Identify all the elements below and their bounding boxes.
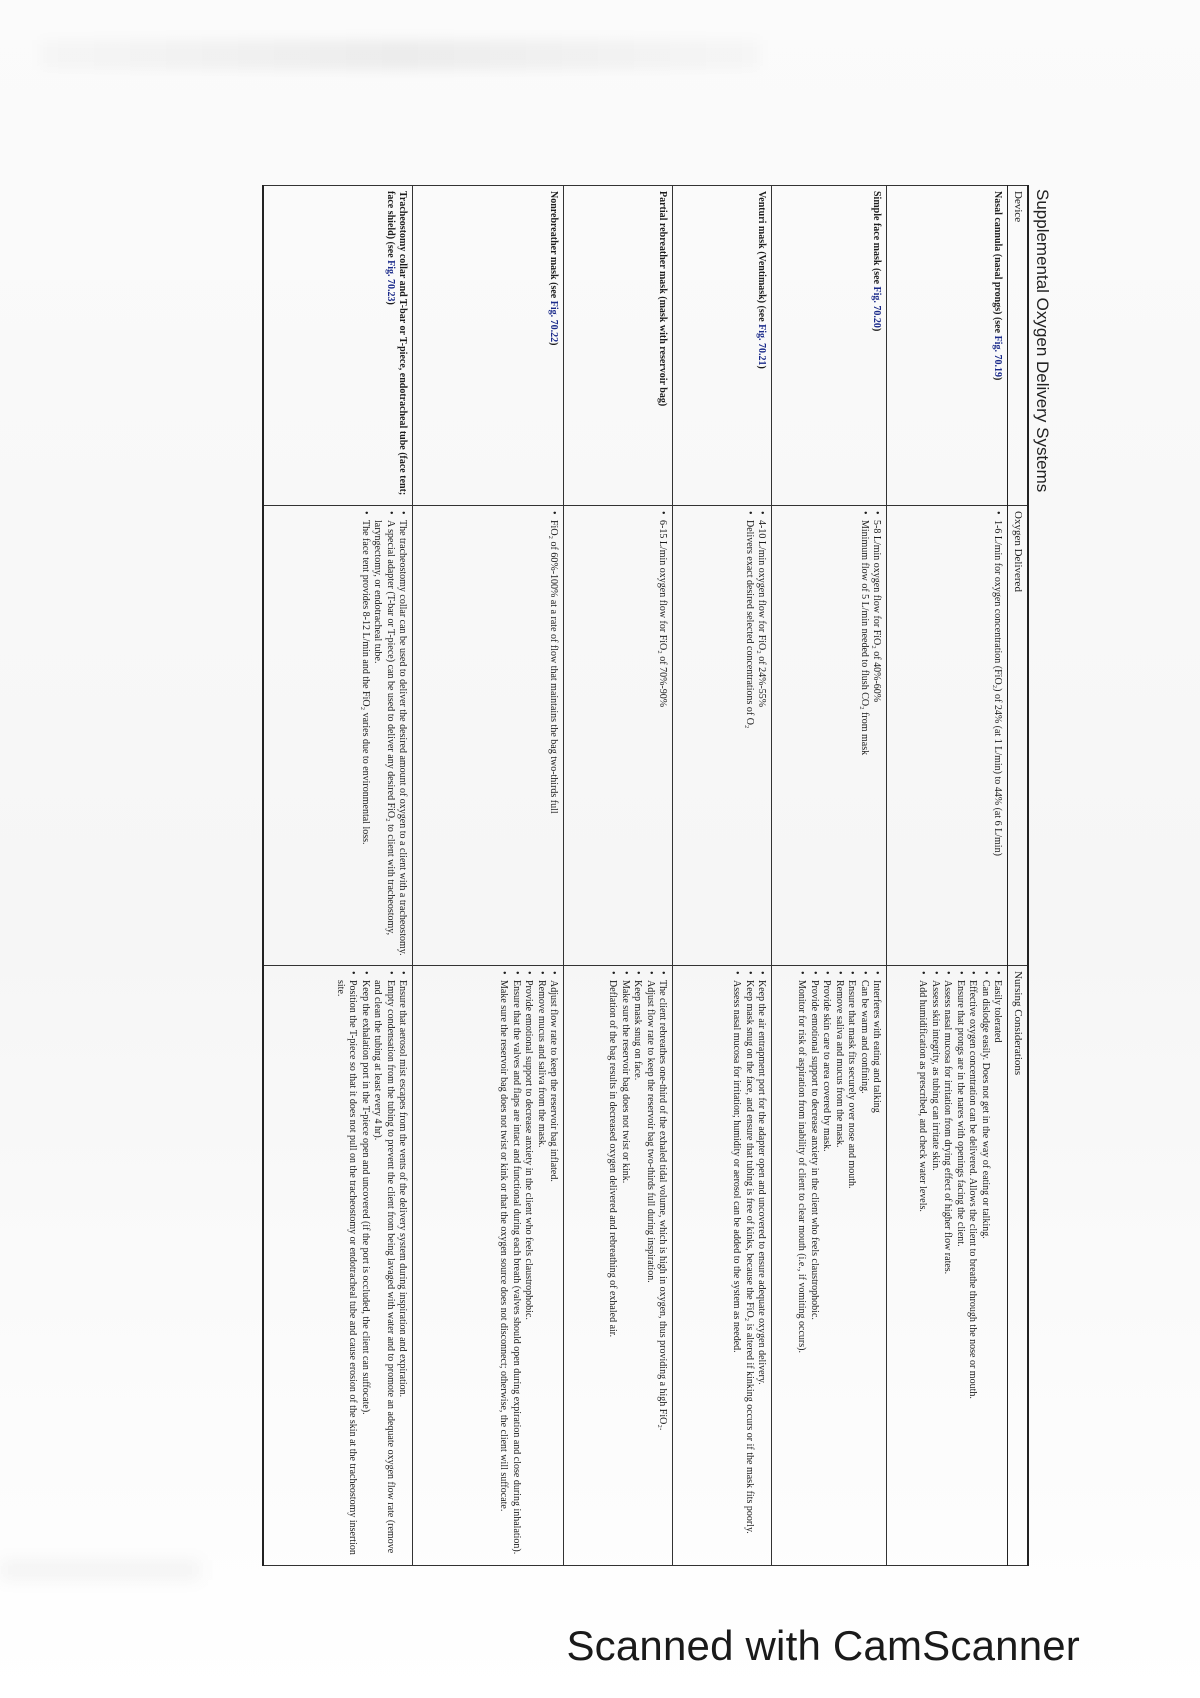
oxygen-delivered-list (858, 511, 883, 960)
list-item: • Keep the air entrapment port for the adapter open and uncovered to ensure adequate oxygen delivery. (755, 971, 768, 1560)
list-item: • Easily tolerated (991, 971, 1004, 1560)
table-row (772, 186, 887, 1566)
list-item: • Can be warm and confining. (858, 971, 871, 1560)
list-item: • The tracheostomy collar can be used to deliver the desired amount of oxygen to a client with a tracheostomy. (396, 511, 409, 960)
list-item: • Make sure the reservoir bag does not twist or kink. (619, 971, 632, 1560)
header-device: Device (1008, 186, 1028, 506)
nursing-considerations-list (606, 971, 669, 1560)
list-item: • Keep mask snug on the face, and ensure that tubing is free of kinks, because the FiO₂ is altered if kinking occurs or if the mask fits poorly. (743, 971, 756, 1560)
list-item: • Interferes with eating and talking (870, 971, 883, 1560)
list-item: • 6-15 L/min oxygen flow for FiO₂ of 70%-90% (656, 511, 669, 960)
table-row (413, 186, 564, 1566)
device-name: Venturi mask (Ventimask) (see (756, 191, 768, 325)
nursing-considerations-cell (772, 966, 887, 1566)
list-item: • Monitor for risk of aspiration from inability of client to clear mouth (i.e., if vomiting occurs). (795, 971, 808, 1560)
oxygen-delivered-list (359, 511, 409, 960)
list-item: • 4-10 L/min oxygen flow for FiO₂ of 24%-55% (755, 511, 768, 960)
oxygen-delivered-list (743, 511, 768, 960)
nursing-considerations-list (497, 971, 560, 1560)
device-name-close: ) (992, 376, 1004, 381)
figure-reference-link[interactable]: Fig. 70.20 (871, 286, 883, 328)
device-name: Nasal cannula (nasal prongs) (see (992, 191, 1004, 336)
device-name-close: ) (756, 365, 768, 369)
oxygen-delivered-cell (772, 506, 887, 966)
figure-reference-link[interactable]: Fig. 70.23 (385, 260, 396, 302)
figure-reference-link[interactable]: Fig. 70.22 (548, 300, 560, 343)
list-item: • Keep mask snug on face. (631, 971, 644, 1560)
list-item: • Add humidification as prescribed, and check water levels. (916, 971, 929, 1560)
list-item: • Delivers exact desired selected concentrations of O₂ (743, 511, 756, 960)
list-item: • Empty condensation from the tubing to prevent the client from being lavaged with water and to promote an adequate oxygen flow rate (remove and clean the tubing at least every 4 hr). (371, 971, 396, 1560)
list-item: • Make sure the reservoir bag does not twist or kink or that the oxygen source does not disconnect; otherwise, the client will suffocate. (497, 971, 510, 1560)
list-item: • Position the T-piece so that it does not pull on the tracheostomy or endotracheal tube and cause erosion of the skin at the tracheostomy insertion site. (334, 971, 359, 1560)
device-cell (772, 186, 887, 506)
table-row (264, 186, 414, 1566)
list-item: • Assess nasal mucosa for irritation; humidity or aerosol can be added to the system as needed. (730, 971, 743, 1560)
nursing-considerations-cell (673, 966, 772, 1566)
nursing-considerations-cell (264, 966, 414, 1566)
list-item: • Deflation of the bag results in decreased oxygen delivered and rebreathing of exhaled air. (606, 971, 619, 1560)
list-item: • Remove saliva and mucus from the mask. (833, 971, 846, 1560)
table-row (564, 186, 673, 1566)
nursing-considerations-cell (887, 966, 1008, 1566)
list-item: • 5-8 L/min oxygen flow for FiO₂ of 40%-60% (870, 511, 883, 960)
device-cell (887, 186, 1008, 506)
scanned-document (235, 185, 1055, 1565)
figure-reference-link[interactable]: Fig. 70.21 (756, 324, 768, 366)
list-item: • Effective oxygen concentration can be delivered. Allows the client to breathe through the nose or mouth. (966, 971, 979, 1560)
figure-reference-link[interactable]: Fig. 70.19 (992, 335, 1004, 377)
document-title: Supplemental Oxygen Delivery Systems (1033, 189, 1052, 493)
list-item: • The client rebreathes one-third of the exhaled tidal volume, which is high in oxygen, thus providing a high FiO₂. (656, 971, 669, 1560)
oxygen-delivered-list (656, 511, 669, 960)
list-item: • Adjust flow rate to keep the reservoir bag two-thirds full during inspiration. (644, 971, 657, 1560)
oxygen-delivered-cell (564, 506, 673, 966)
camscanner-watermark: Scanned with CamScanner (566, 1622, 1080, 1669)
list-item: • Ensure that mask fits securely over nose and mouth. (845, 971, 858, 1560)
list-item: • Adjust flow rate to keep the reservoir bag inflated. (547, 971, 560, 1560)
list-item: • Ensure that the valves and flaps are intact and functional during each breath (valves should open during expiration and close during inhalation). (510, 971, 523, 1560)
nursing-considerations-list (730, 971, 768, 1560)
oxygen-delivered-list (547, 511, 560, 960)
list-item: • 1-6 L/min for oxygen concentration (FiO₂) of 24% (at 1 L/min) to 44% (at 6 L/min) (991, 511, 1004, 960)
list-item: • Remove mucus and saliva from the mask. (535, 971, 548, 1560)
device-name: Tracheostomy collar and T-bar or T-piece, endotracheal tube (face tent; face shield) (see (385, 191, 409, 496)
device-cell (564, 186, 673, 506)
list-item: • Keep the exhalation port in the T-piece open and uncovered (if the port is occluded, the client can suffocate). (359, 971, 372, 1560)
list-item: • A special adapter (T-bar or T-piece) can be used to deliver any desired FiO₂ to client with tracheostomy, laryngectomy, or endotracheal tube. (371, 511, 396, 960)
list-item: • Provide emotional support to decrease anxiety in the client who feels claustrophobic. (522, 971, 535, 1560)
oxygen-delivered-cell (413, 506, 564, 966)
header-nursing-considerations: Nursing Considerations (1008, 966, 1028, 1566)
device-name: Partial rebreather mask (mask with reservoir bag) (657, 191, 669, 407)
device-name-close: ) (871, 327, 883, 332)
nursing-considerations-list (334, 971, 409, 1560)
table-row (673, 186, 772, 1566)
list-item: • FiO₂ of 60%-100% at a rate of flow that maintains the bag two-thirds full (547, 511, 560, 960)
nursing-considerations-cell (413, 966, 564, 1566)
device-cell (673, 186, 772, 506)
oxygen-delivered-cell (264, 506, 414, 966)
list-item: • Can dislodge easily. Does not get in the way of eating or talking. (979, 971, 992, 1560)
device-cell (413, 186, 564, 506)
oxygen-delivery-table (263, 185, 1030, 1566)
list-item: • Provide emotional support to decrease anxiety in the client who feels claustrophobic. (808, 971, 821, 1560)
nursing-considerations-list (795, 971, 883, 1560)
scan-shadow-left (0, 1560, 200, 1580)
list-item: • Provide skin care to area covered by mask. (820, 971, 833, 1560)
list-item: • Ensure that aerosol mist escapes from the vents of the delivery system during inspiration and expiration. (396, 971, 409, 1560)
list-item: • Assess skin integrity, as tubing can irritate skin. (929, 971, 942, 1560)
nursing-considerations-cell (564, 966, 673, 1566)
device-name-close: ) (548, 342, 560, 346)
list-item: • Assess nasal mucosa for irritation from drying effect of higher flow rates. (941, 971, 954, 1560)
device-name-close: ) (385, 301, 396, 305)
oxygen-delivered-cell (887, 506, 1008, 966)
device-cell (264, 186, 414, 506)
list-item: • Minimum flow of 5 L/min needed to flush CO₂ from mask (858, 511, 871, 960)
nursing-considerations-list (916, 971, 1004, 1560)
table-header-row (1008, 186, 1028, 1566)
table-row (887, 186, 1008, 1566)
device-name: Simple face mask (see (871, 191, 883, 287)
scan-shadow-top (40, 40, 760, 70)
header-oxygen-delivered: Oxygen Delivered (1008, 506, 1028, 966)
device-name: Nonrebreather mask (see (548, 191, 560, 301)
oxygen-delivered-list (991, 511, 1004, 960)
list-item: • Ensure that prongs are in the nares with openings facing the client. (954, 971, 967, 1560)
oxygen-delivered-cell (673, 506, 772, 966)
list-item: • The face tent provides 8-12 L/min and the FiO₂ varies due to environmental loss. (359, 511, 372, 960)
